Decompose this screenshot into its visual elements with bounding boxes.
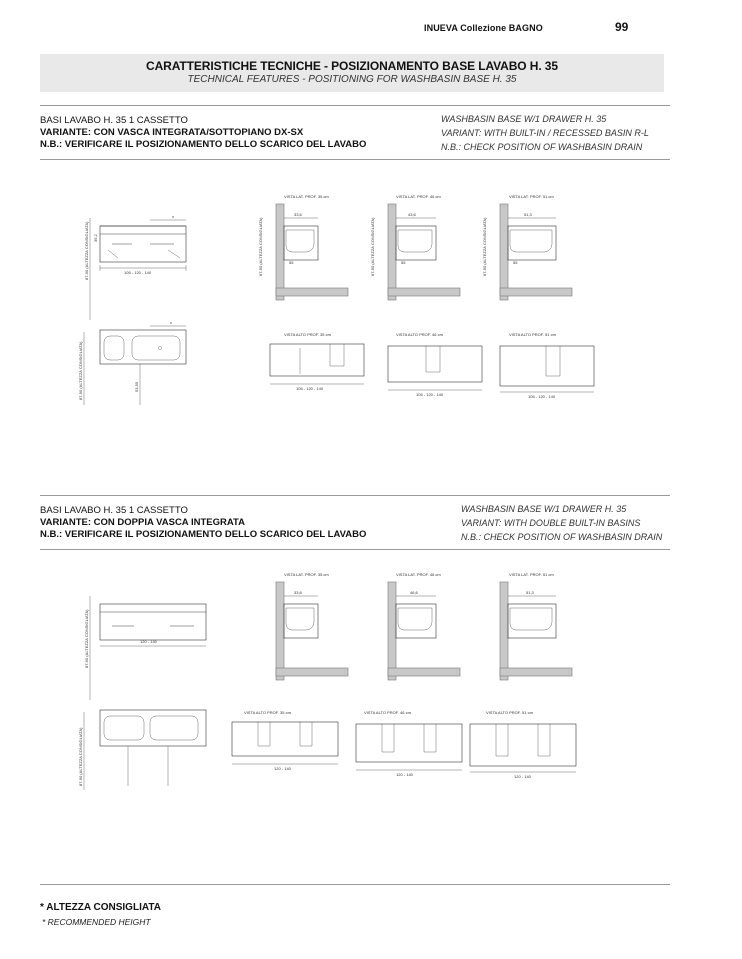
double-side-view-46 bbox=[388, 572, 460, 680]
divider bbox=[40, 495, 670, 496]
side-view-label: VISTA LAT. PROF. 46 cm bbox=[396, 194, 441, 199]
section2-it-line1: BASI LAVABO H. 35 1 CASSETTO bbox=[40, 505, 188, 516]
top-view-label: VISTA ALTO PROF. 35 cm bbox=[244, 710, 291, 715]
side-view-depth: 46,6 bbox=[410, 590, 418, 595]
section2-it-line3: N.B.: VERIFICARE IL POSIZIONAMENTO DELLO SCARICO DEL LAVABO bbox=[40, 529, 367, 540]
svg-text:87-90 (ALTEZZA CONSIGLIATA): 87-90 (ALTEZZA CONSIGLIATA) bbox=[258, 217, 263, 276]
front-plan-drawing bbox=[78, 320, 186, 405]
top-view-label: VISTA ALTO PROF. 46 cm bbox=[396, 332, 443, 337]
title-box bbox=[40, 54, 664, 92]
section1-it-line2: VARIANTE: CON VASCA INTEGRATA/SOTTOPIANO DX-SX bbox=[40, 127, 304, 138]
double-front-plan-drawing bbox=[78, 710, 206, 790]
top-view-width: 120 - 140 bbox=[274, 766, 291, 771]
front-width-label: 105 - 120 - 140 bbox=[124, 270, 152, 275]
side-view-51 bbox=[482, 194, 572, 300]
top-view-51 bbox=[500, 332, 594, 399]
footnote-italian: * ALTEZZA CONSIGLIATA bbox=[40, 902, 161, 913]
section2-italian bbox=[40, 505, 366, 541]
top-view-label: VISTA ALTO PROF. 35 cm bbox=[284, 332, 331, 337]
top-view-35 bbox=[270, 332, 364, 391]
top-view-width: 105 - 120 - 140 bbox=[296, 386, 324, 391]
header-brand: INUEVA Collezione BAGNO bbox=[424, 23, 543, 33]
svg-text:x: x bbox=[172, 214, 174, 219]
side-view-label: VISTA LAT. PROF. 35 cm bbox=[284, 194, 329, 199]
side-view-label: VISTA LAT. PROF. 51 cm bbox=[509, 194, 554, 199]
side-view-35 bbox=[258, 194, 348, 300]
top-view-width: 105 - 120 - 140 bbox=[528, 394, 556, 399]
footnote-english: * RECOMMENDED HEIGHT bbox=[42, 917, 151, 927]
svg-text:87-90 (ALTEZZA CONSIGLIATA): 87-90 (ALTEZZA CONSIGLIATA) bbox=[370, 217, 375, 276]
svg-text:55: 55 bbox=[513, 260, 518, 265]
side-view-depth: 51,3 bbox=[524, 212, 532, 217]
section2-english bbox=[461, 502, 662, 544]
section1-en-line1: WASHBASIN BASE W/1 DRAWER H. 35 bbox=[441, 114, 607, 124]
section2-en-line1: WASHBASIN BASE W/1 DRAWER H. 35 bbox=[461, 504, 627, 514]
svg-text:55: 55 bbox=[289, 260, 294, 265]
section1-technical-drawings bbox=[0, 160, 742, 460]
double-top-view-46 bbox=[356, 710, 462, 777]
svg-text:x: x bbox=[170, 320, 172, 325]
top-view-46 bbox=[388, 332, 482, 397]
side-view-label: VISTA LAT. PROF. 46 cm bbox=[396, 572, 441, 577]
top-view-label: VISTA ALTO PROF. 51 cm bbox=[509, 332, 556, 337]
section2-technical-drawings bbox=[0, 550, 742, 850]
double-top-view-51 bbox=[470, 710, 576, 779]
svg-text:87-90 (ALTEZZA CONSIGLIATA): 87-90 (ALTEZZA CONSIGLIATA) bbox=[84, 609, 89, 668]
top-view-label: VISTA ALTO PROF. 51 cm bbox=[486, 710, 533, 715]
side-view-label: VISTA LAT. PROF. 51 cm bbox=[509, 572, 554, 577]
divider bbox=[40, 105, 670, 106]
front-height-label: 87-90 (ALTEZZA CONSIGLIATA) bbox=[84, 221, 89, 280]
section1-en-line2: VARIANT: WITH BUILT-IN / RECESSED BASIN R-L bbox=[441, 128, 649, 138]
svg-text:55: 55 bbox=[401, 260, 406, 265]
top-view-label: VISTA ALTO PROF. 46 cm bbox=[364, 710, 411, 715]
side-view-depth: 33,6 bbox=[294, 212, 302, 217]
section1-it-line3: N.B.: VERIFICARE IL POSIZIONAMENTO DELLO SCARICO DEL LAVABO bbox=[40, 139, 367, 150]
double-side-view-51 bbox=[500, 572, 572, 680]
double-front-view-drawing bbox=[84, 596, 206, 700]
svg-text:35,2: 35,2 bbox=[93, 234, 98, 242]
front-view-drawing bbox=[84, 214, 186, 320]
section2-it-line2: VARIANTE: CON DOPPIA VASCA INTEGRATA bbox=[40, 517, 245, 528]
svg-text:53-55: 53-55 bbox=[134, 381, 139, 392]
page-subtitle: TECHNICAL FEATURES - POSITIONING FOR WASHBASIN BASE H. 35 bbox=[187, 74, 517, 85]
section1-english bbox=[441, 112, 649, 154]
side-view-depth: 43,6 bbox=[408, 212, 416, 217]
page-title: CARATTERISTICHE TECNICHE - POSIZIONAMENTO BASE LAVABO H. 35 bbox=[146, 59, 558, 73]
side-view-depth: 33,6 bbox=[294, 590, 302, 595]
svg-text:87-90 (ALTEZZA CONSIGLIATA): 87-90 (ALTEZZA CONSIGLIATA) bbox=[78, 341, 83, 400]
section2-en-line3: N.B.: CHECK POSITION OF WASHBASIN DRAIN bbox=[461, 532, 663, 542]
svg-text:87-90 (ALTEZZA CONSIGLIATA): 87-90 (ALTEZZA CONSIGLIATA) bbox=[482, 217, 487, 276]
top-view-width: 105 - 120 - 140 bbox=[416, 392, 444, 397]
section1-en-line3: N.B.: CHECK POSITION OF WASHBASIN DRAIN bbox=[441, 142, 643, 152]
svg-text:87-90 (ALTEZZA CONSIGLIATA): 87-90 (ALTEZZA CONSIGLIATA) bbox=[78, 727, 83, 786]
section1-italian bbox=[40, 115, 366, 151]
top-view-width: 120 - 140 bbox=[396, 772, 413, 777]
double-top-view-35 bbox=[232, 710, 338, 771]
section1-it-line1: BASI LAVABO H. 35 1 CASSETTO bbox=[40, 115, 188, 126]
divider bbox=[40, 884, 670, 885]
side-view-label: VISTA LAT. PROF. 35 cm bbox=[284, 572, 329, 577]
side-view-46 bbox=[370, 194, 460, 300]
side-view-depth: 51,3 bbox=[526, 590, 534, 595]
page-number: 99 bbox=[615, 20, 629, 34]
section2-en-line2: VARIANT: WITH DOUBLE BUILT-IN BASINS bbox=[461, 518, 641, 528]
top-view-width: 120 - 140 bbox=[514, 774, 531, 779]
double-front-width: 120 - 140 bbox=[140, 639, 157, 644]
double-side-view-35 bbox=[276, 572, 348, 680]
